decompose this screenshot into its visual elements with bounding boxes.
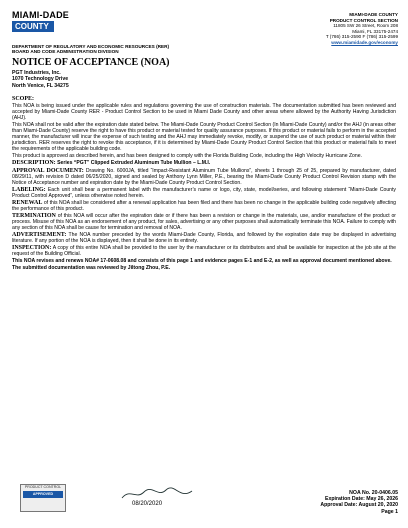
expiration-date: Expiration Date: May 26, 2026 xyxy=(325,496,398,503)
approval-heading: APPROVAL DOCUMENT: xyxy=(12,167,84,174)
logo-top-text: MIAMI-DADE xyxy=(12,10,69,20)
scope-heading: SCOPE: xyxy=(12,96,35,102)
page-number: Page 1 xyxy=(381,508,398,515)
department-name xyxy=(12,44,252,55)
signature-date: 08/20/2020 xyxy=(132,501,163,507)
document-title: NOTICE OF ACCEPTANCE (NOA) xyxy=(12,57,170,68)
department-line-1: DEPARTMENT OF REGULATORY AND ECONOMIC RESOURCES (RER) xyxy=(12,44,170,49)
approval-date: Approval Date: August 20, 2020 xyxy=(320,502,398,509)
stamp-line-1: PRODUCT CONTROL xyxy=(24,485,62,489)
scope-paragraph-3: This product is approved as described herein, and has been designed to comply with the Florida Building Code, including the High Velocity Hurricane Zone. xyxy=(12,153,362,160)
renewal-text: of this NOA shall be considered after a renewal application has been filed and there has been no change in the applicable building code negatively affecting the performance of this product. xyxy=(12,199,396,212)
street-address: 11805 SW 26 Street, Room 208 xyxy=(333,23,398,29)
recipient-city: North Venice, FL 34275 xyxy=(12,82,69,89)
advertisement-text: The NOA number preceded by the words Miami-Dade County, Florida, and followed by the expiration date may be displayed in advertising literature. If any portion of the NOA is displayed, then it shall be done in its entirety. xyxy=(12,231,397,245)
description-text: Series “PGT” Clipped Extruded Aluminum Tube Mullion – L.M.I. xyxy=(57,160,211,167)
termination-heading: TERMINATION xyxy=(12,212,56,219)
city-address: Miami, FL 33175-2474 xyxy=(352,28,398,34)
description-heading: DESCRIPTION: xyxy=(12,160,56,167)
recipient-company: PGT Industries, Inc. xyxy=(12,70,61,76)
reviewer-statement: The submitted documentation was reviewed by Jiltong Zhou, P.E. xyxy=(12,265,171,272)
termination-text: of this NOA will occur after the expiration date or if there has been a revision or change in the materials, use, and/or manufacture of the product or process. Misuse of this NOA as an endorsement of any product, for sales, advertising or any other purposes shall automatically terminate this NOA. Failure to comply with any section of this NOA shall be cause for termination and removal of NOA. xyxy=(12,212,396,231)
inspection-heading: INSPECTION: xyxy=(12,245,52,252)
stamp-line-2: APPROVED xyxy=(23,491,63,497)
department-line-2: BOARD AND CODE ADMINISTRATION DIVISION xyxy=(12,49,119,55)
advertisement-heading: ADVERTISEMENT: xyxy=(12,231,67,238)
noa-number: NOA No. 20-0406.05 xyxy=(349,490,398,496)
office-address-block xyxy=(278,12,398,46)
approval-text: Drawing No. 6000JA, titled “Impact-Resistant Aluminum Tube Mullions”, sheets 1 through 25 of 25, prepared by manufacturer, dated 08/29/11, with revision D dated 06/25/2020, signed and sealed by Anthony Lynn Miller, P.E., bearing the Miami-Dade County Product Control Revision stamp with the Notice of Acceptance number and expiration date by the Miami-Dade County Product Control Section. xyxy=(12,167,396,186)
labeling-text: Each unit shall bear a permanent label with the manufacturer’s name or logo, city, state, model/series, and following statement “Miami-Dade County Product Control Approved”, unless otherwise noted herein. xyxy=(12,186,396,199)
noa-footer xyxy=(320,490,398,515)
signature-image xyxy=(118,486,198,502)
scope-paragraph-1: This NOA is being issued under the applicable rules and regulations governing the use of construction materials. The documentation submitted has been reviewed and accepted by Miami-Dade County RER - Product Control Section to be used in Miami Dade County and other areas where allowed by the Authority Having Jurisdiction (AHJ). xyxy=(12,103,396,122)
phone-fax: T (786) 315-2590 F (786) 315-2599 xyxy=(325,34,398,40)
section-name: PRODUCT CONTROL SECTION xyxy=(329,17,398,23)
recipient-street: 1070 Technology Drive xyxy=(12,76,69,83)
document-body xyxy=(12,96,396,272)
scope-paragraph-2: This NOA shall not be valid after the expiration date stated below. The Miami-Dade County Product Control Section (In Miami-Dade County) and/or the AHJ (in areas other than Miami-Dade County) reserve the right to have this product or material tested for quality assurance purposes. If this product or material fails to perform in the accepted manner, the manufacturer will incur the expense of such testing and the AHJ may immediately revoke, modify, or suspend the use of such product or material within their jurisdiction. RER reserves the right to revoke this acceptance, if it is determined by Miami-Dade County Product Control Section that this product or material fails to meet the requirements of the applicable building code. xyxy=(12,122,396,153)
product-control-stamp xyxy=(20,484,66,512)
renewal-heading: RENEWAL xyxy=(12,199,43,206)
website-link[interactable]: www.miamidade.gov/economy xyxy=(331,39,398,45)
logo-bar-text: COUNTY xyxy=(12,21,54,32)
revises-statement: This NOA revises and renews NOA# 17-0608.08 and consists of this page 1 and evidence pages E-1 and E-2, as well as approval document mentioned above. xyxy=(12,258,392,265)
county-name: MIAMI-DADE COUNTY xyxy=(349,12,398,17)
miami-dade-logo xyxy=(12,10,104,38)
recipient-address xyxy=(12,70,69,89)
inspection-text: A copy of this entire NOA shall be provided to the user by the manufacturer or its distributors and shall be available for inspection at the job site at the request of the Building Official. xyxy=(12,245,396,258)
labeling-heading: LABELING: xyxy=(12,186,46,193)
